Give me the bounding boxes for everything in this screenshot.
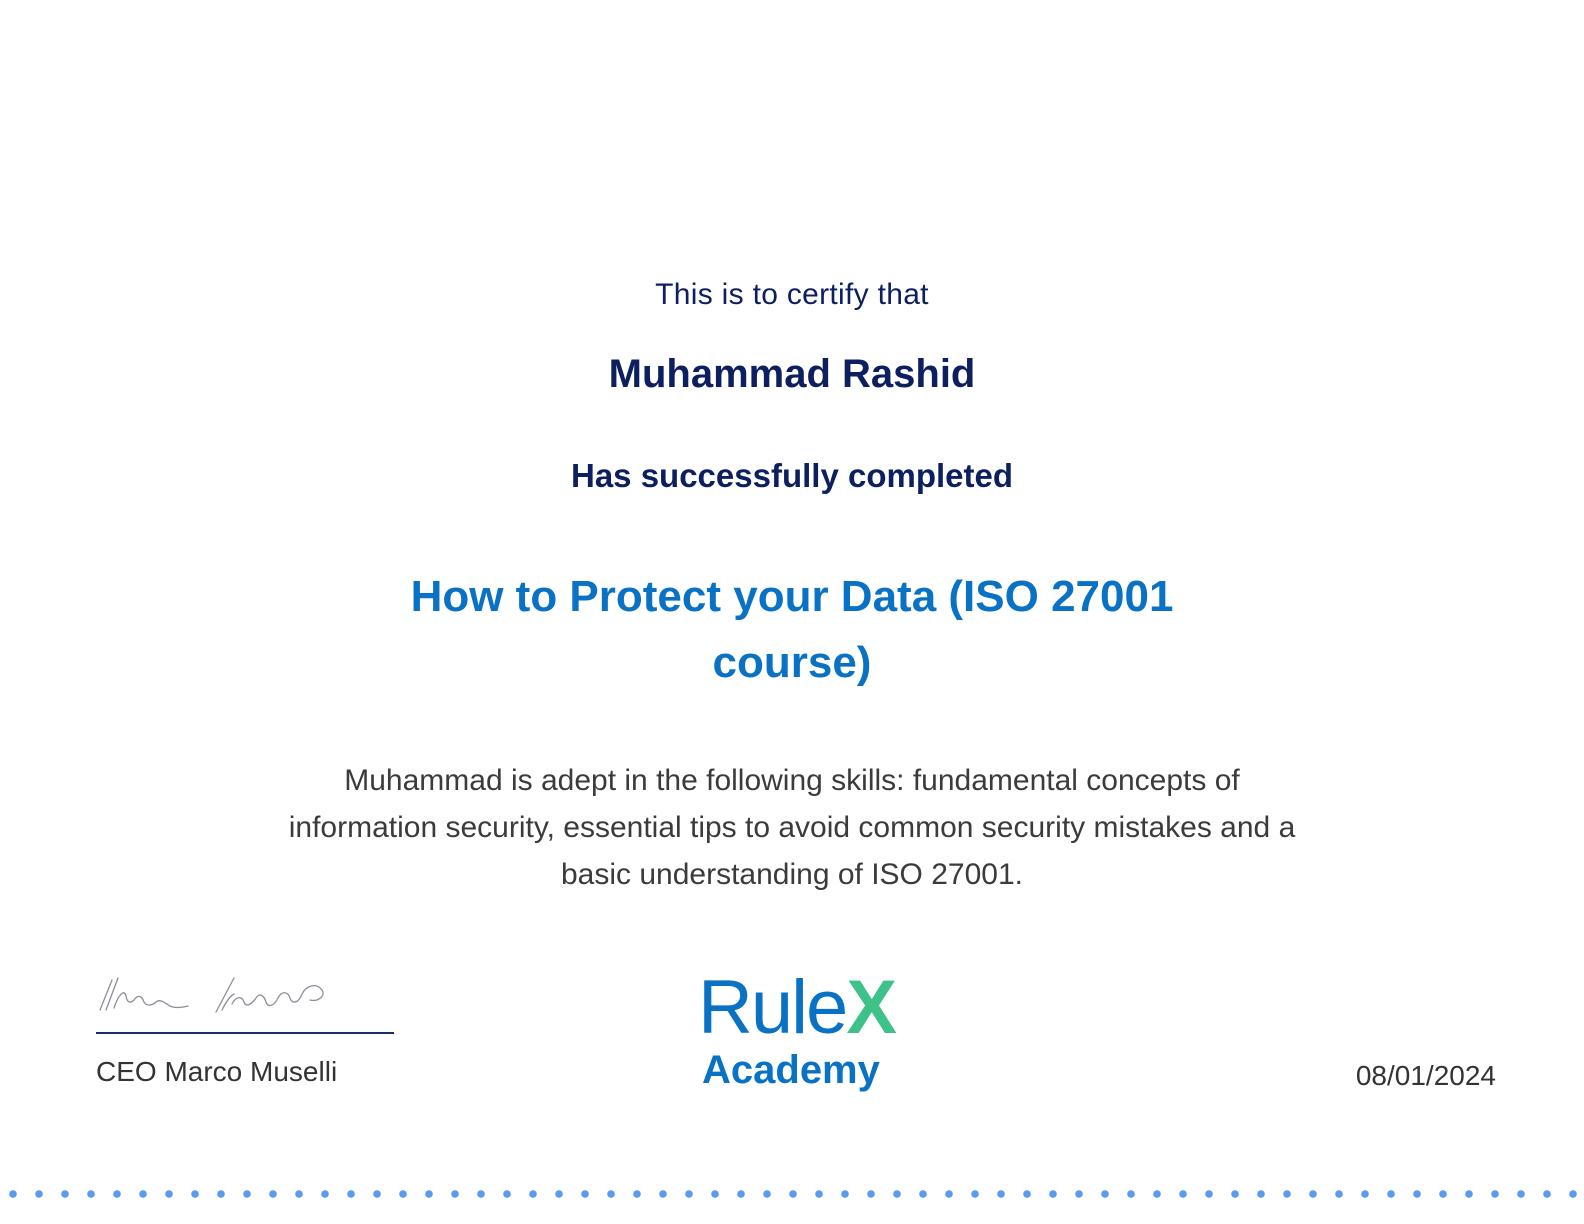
- skills-description: Muhammad is adept in the following skills: fundamental concepts of information security, essential tips to avoid common security mistakes and a basic understanding of ISO 27001.: [288, 764, 1296, 891]
- dotted-border: [0, 1188, 1584, 1200]
- signer-name: CEO Marco Muselli: [96, 1056, 338, 1087]
- rulex-academy-logo: [698, 965, 918, 1098]
- signature-line: [96, 1032, 394, 1034]
- handwritten-signature: [96, 966, 336, 1022]
- signature-block: [96, 966, 396, 1096]
- logo-text-x: X: [846, 965, 896, 1050]
- logo-text-main: Rule: [698, 965, 847, 1050]
- course-title: How to Protect your Data (ISO 27001 course): [410, 572, 1174, 687]
- issue-date: 08/01/2024: [1355, 1060, 1496, 1091]
- logo-wordmark: [698, 965, 896, 1050]
- completion-statement: Has successfully completed: [570, 457, 1014, 494]
- certify-intro: This is to certify that: [655, 278, 929, 311]
- logo-text-academy: Academy: [702, 1048, 880, 1092]
- recipient-name: Muhammad Rashid: [608, 352, 976, 396]
